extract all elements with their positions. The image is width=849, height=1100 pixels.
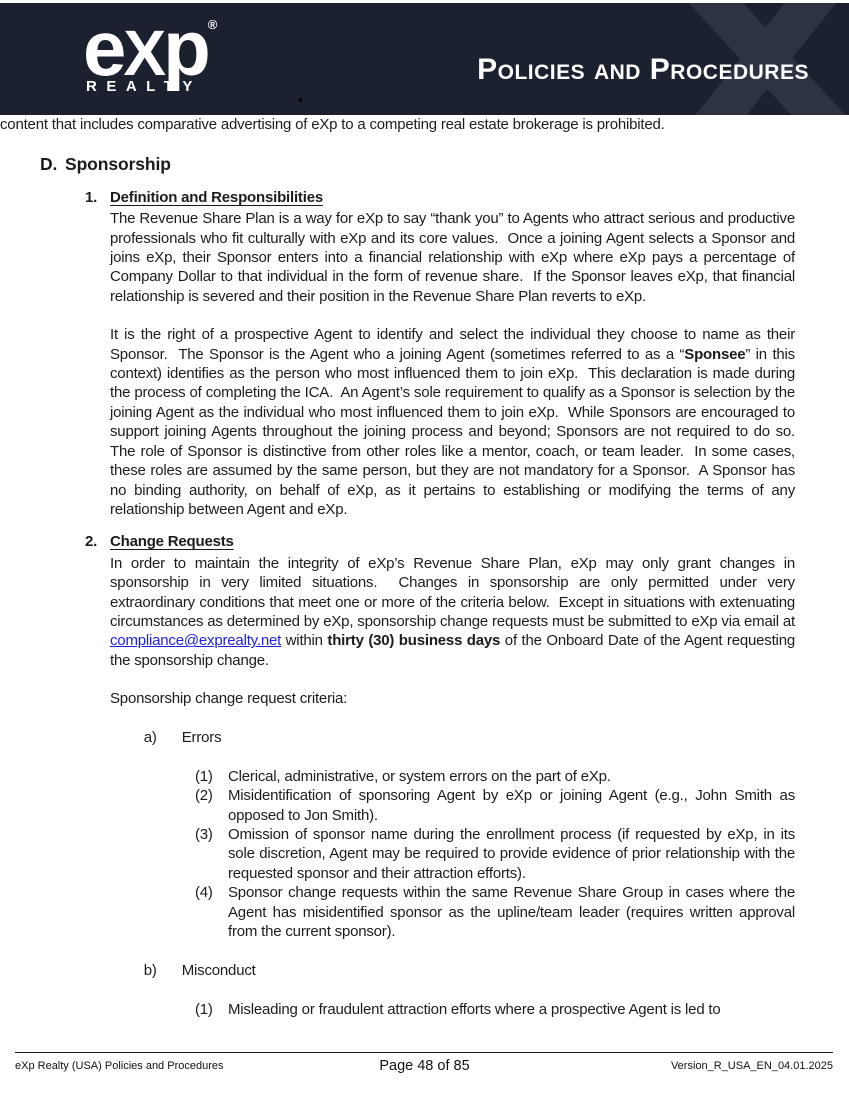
point-text: Misidentification of sponsoring Agent by eXp or joining Agent (e.g., John Smith as opposed to Jon Smith). [228,787,799,824]
footer-page-number: Page 48 of 85 [379,1058,470,1074]
criteria-intro: Sponsorship change request criteria: [110,690,348,708]
paragraph-text: of the Onboard Date of the Agent requesting the sponsorship change. [110,632,799,669]
paragraph [110,325,803,519]
logo-realty-text: REALTY [86,78,202,95]
paragraph-text: within [281,632,328,650]
registered-trademark-icon: ® [207,17,218,32]
subsection-heading [85,188,795,207]
carryover-paragraph: content that includes comparative advertising of eXp to a competing real estate brokerage is prohibited. [0,116,665,133]
group-title: Errors [181,728,222,746]
page-title: Policies and Procedures [477,53,809,86]
logo-letter-e: e [83,4,124,92]
logo-letter-p: p [163,4,208,92]
stray-mark [299,98,302,102]
point-text: Sponsor change requests within the same Revenue Share Group in cases where the Agent has misidentified sponsor as the upline/team leader (requires written approval from the current sponsor). [228,884,799,941]
bold-deadline-phrase: thirty (30) business days [327,632,501,650]
point-number: (2) [195,787,213,805]
bold-term-sponsee: Sponsee [684,345,746,363]
group-label: b) [143,961,157,979]
paragraph: The Revenue Share Plan is a way for eXp to say “thank you” to Agents who attract serious and productive professionals who fit culturally with eXp and its core values. Once a joining Agent selects a Sponsor and joins eXp, their Sponsor enters into a financial relationship with eXp where eXp pays a percentage of Company Dollar to that individual in the form of revenue share. If the Sponsor leaves eXp, that financial relationship is severed and their position in the Revenue Share Plan reverts to eXp. [110,210,799,305]
criteria-point [110,786,799,825]
footer-document-name: eXp Realty (USA) Policies and Procedures [15,1060,224,1072]
subsection-number: 1. [85,188,98,206]
criteria-point [110,767,795,786]
point-number: (3) [195,826,213,843]
paragraph-text: ” in this context) identifies as the person who most influenced them to join eXp. This declaration is made during the process of completing the ICA. An Agent’s sole requirement to qualify as a Sponsor is selection by the joining Agent as the individual who most influenced them to join eXp. While Sponsors are encouraged to support joining Agents throughout the joining process and beyond; Sponsors are not required to do so. The role of Sponsor is distinctive from other roles like a mentor, coach, or team leader. In some cases, these roles are assumed by the same person, but they are not mandatory for a Sponsor. A Sponsor has no binding authority, on behalf of eXp, as it pertains to establishing or modifying the terms of any relationship between Agent and eXp. [110,345,803,518]
paragraph-text: It is the right of a prospective Agent to identify and select the individual they choose to name as their Sponsor. The Sponsor is the Agent who a joining Agent (sometimes referred to as a “ [110,326,799,363]
criteria-point [110,825,799,883]
exp-logo-wordmark [83,4,233,92]
point-text: Clerical, administrative, or system errors on the part of eXp. [228,767,611,785]
footer-divider [15,1052,833,1053]
criteria-group-b-heading [110,941,795,999]
point-text: Misleading or fraudulent attraction efforts where a prospective Agent is led to [228,1000,721,1018]
point-number: (1) [195,1000,213,1018]
section-heading [40,155,849,174]
subsection-heading [85,532,795,551]
point-number: (4) [195,884,213,902]
criteria-list [110,689,799,1019]
subsection-change-requests [85,532,799,670]
document-body [0,115,849,1019]
subsection-number: 2. [85,533,98,551]
section-label: D. [40,154,58,175]
exp-realty-logo [83,4,233,95]
group-label: a) [143,728,157,746]
subsection-title: Change Requests [110,533,234,551]
header-banner [0,3,849,115]
subsection-definition [85,188,803,520]
paragraph [110,554,799,670]
footer-version: Version_R_USA_EN_04.01.2025 [670,1060,833,1072]
compliance-email-link[interactable]: compliance@exprealty.net [110,632,282,650]
criteria-point [110,1000,795,1019]
group-title: Misconduct [181,961,256,979]
paragraph-text: In order to maintain the integrity of eXp’s Revenue Share Plan, eXp may only grant changes in sponsorship in very limited situations. Changes in sponsorship are only permitted under very extraordinary conditions that meet one or more of the criteria below. Except in situations with extenuating circumstances as determined by eXp, sponsorship change requests must be submitted to eXp via email at [110,554,799,630]
criteria-group-a-heading [110,709,795,767]
logo-letter-x: X [123,17,164,89]
section-title: Sponsorship [65,154,171,175]
point-number: (1) [195,767,213,785]
criteria-point [110,883,799,941]
subsection-title: Definition and Responsibilities [110,188,323,206]
point-text: Omission of sponsor name during the enrollment process (if requested by eXp, in its sole discretion, Agent may be required to provide evidence of prior relationship with the requested sponsor and their attraction efforts). [228,826,799,882]
